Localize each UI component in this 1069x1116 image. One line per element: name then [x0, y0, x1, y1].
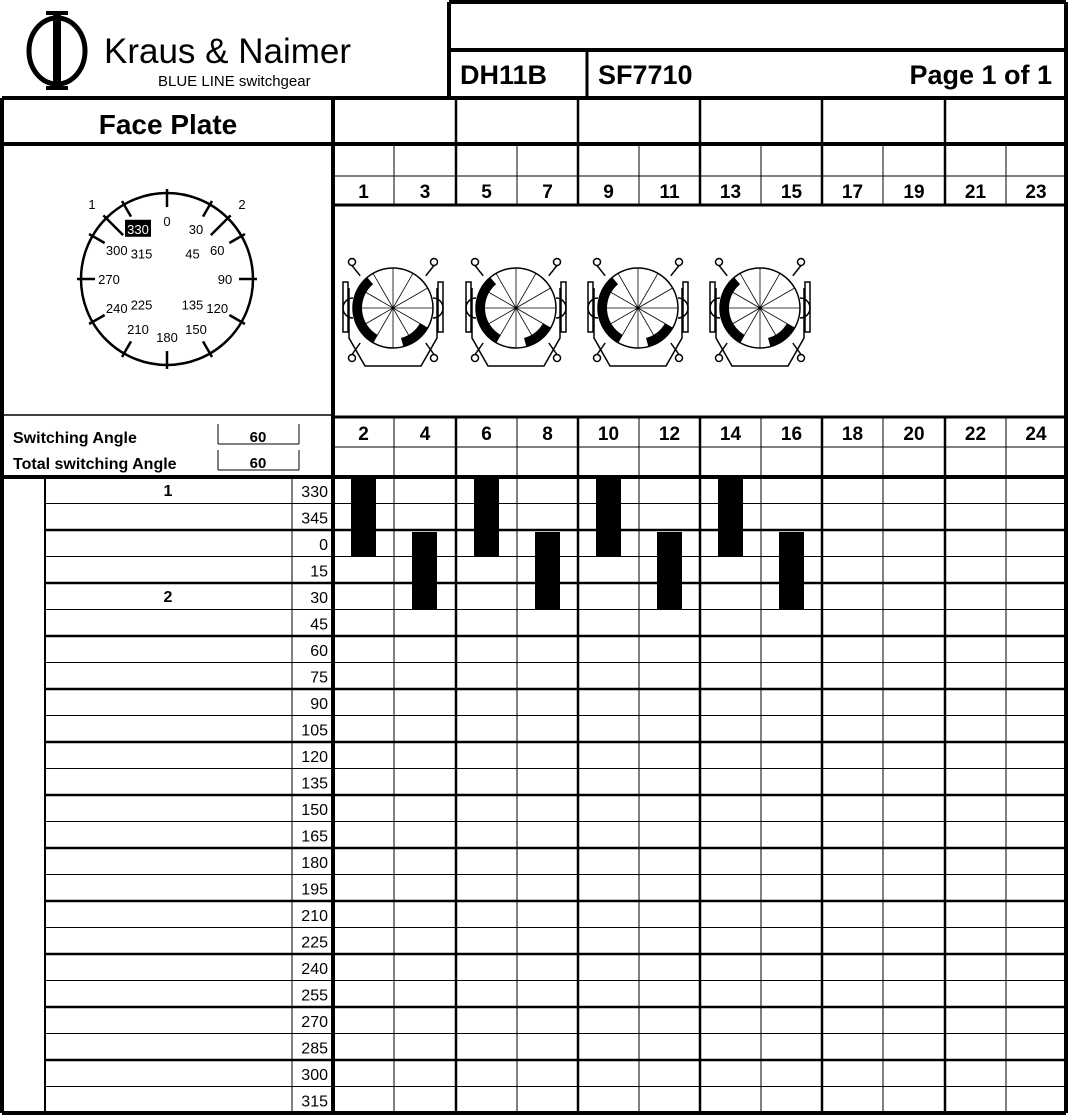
angle-cell: 120 — [301, 749, 328, 766]
angle-cell: 300 — [301, 1067, 328, 1084]
position-label: 1 — [163, 483, 173, 500]
angle-cell: 180 — [301, 855, 328, 872]
brand-name: Kraus & Naimer — [104, 32, 352, 71]
angle-cell: 60 — [310, 643, 328, 660]
terminal-top: 11 — [659, 182, 680, 203]
terminal-pin — [349, 259, 356, 266]
contact-bar — [779, 532, 804, 610]
dial-angle: 60 — [209, 243, 225, 258]
terminal-lead — [793, 266, 801, 276]
terminal-pin — [594, 355, 601, 362]
contact-stage-diagrams — [343, 259, 810, 367]
dial-position-tick — [211, 215, 231, 235]
terminal-top: 21 — [964, 182, 987, 203]
terminal-lead — [597, 266, 605, 276]
angle-cell: 240 — [301, 961, 328, 978]
dial-angle: 30 — [188, 221, 204, 237]
angle-cell: 195 — [301, 881, 328, 899]
logo-serif — [46, 11, 68, 15]
angle-cell: 150 — [301, 802, 328, 819]
terminal-pin — [472, 355, 479, 362]
position-table — [164, 483, 329, 1111]
dial-angle: 0 — [163, 214, 171, 229]
logo-stem — [53, 12, 61, 90]
terminal-lead — [426, 266, 434, 276]
model-number: DH11B — [460, 60, 548, 90]
terminal-pin — [349, 355, 356, 362]
angle-cell: 15 — [310, 563, 328, 581]
terminal-bottom: 8 — [542, 424, 553, 445]
dial-angle: 90 — [217, 272, 233, 287]
terminal-pin — [676, 355, 683, 362]
contact-stage-1 — [343, 259, 443, 367]
contact-stage-2 — [466, 259, 566, 367]
dial-inner-angle: 315 — [130, 246, 153, 262]
terminal-pin — [716, 355, 723, 362]
kraus-naimer-logo — [29, 11, 351, 90]
terminal-pin — [798, 259, 805, 266]
terminal-bottom: 2 — [358, 424, 369, 445]
terminal-pin — [676, 259, 683, 266]
contact-stage-4 — [710, 259, 810, 367]
terminal-top: 3 — [419, 182, 431, 203]
angle-cell: 345 — [301, 510, 328, 528]
contact-bar — [535, 532, 560, 610]
angle-cell: 135 — [301, 775, 328, 793]
face-plate-title: Face Plate — [98, 109, 238, 140]
angle-cell: 90 — [310, 696, 328, 713]
terminal-bottom: 18 — [841, 424, 864, 445]
switching-angle-label: Switching Angle — [13, 430, 137, 447]
dial-inner-angle: 225 — [130, 297, 153, 313]
terminal-pin — [594, 259, 601, 266]
terminal-top: 23 — [1025, 182, 1047, 203]
contact-bar — [596, 479, 621, 557]
terminal-bottom: 14 — [719, 424, 742, 445]
contact-bar — [351, 479, 376, 557]
logo-serif — [46, 86, 68, 90]
terminal-pin — [554, 355, 561, 362]
dial-inner-angle: 45 — [185, 246, 200, 262]
table-grid — [2, 2, 1066, 1113]
terminal-pin — [472, 259, 479, 266]
terminal-bottom: 16 — [780, 424, 803, 445]
terminal-top: 7 — [542, 182, 553, 203]
angle-cell: 75 — [310, 669, 328, 687]
total-switching-angle-value: 60 — [249, 455, 267, 472]
contact-bar — [718, 479, 743, 557]
dial-inner-angle: 135 — [181, 297, 204, 313]
switching-angle-panel — [13, 424, 299, 473]
terminal-bottom: 12 — [658, 424, 681, 445]
terminal-lead — [475, 266, 483, 276]
terminal-bottom: 22 — [964, 424, 987, 445]
angle-cell: 285 — [301, 1040, 328, 1058]
dial-angle: 120 — [206, 301, 229, 316]
terminal-pin — [798, 355, 805, 362]
terminal-pin — [431, 259, 438, 266]
angle-cell: 45 — [310, 616, 328, 634]
dial-angle: 210 — [127, 322, 149, 338]
position-label: 2 — [163, 589, 173, 606]
terminal-pin — [554, 259, 561, 266]
terminal-lead — [719, 266, 727, 276]
dial-position-tick — [103, 215, 123, 235]
dial-angle: 150 — [185, 322, 207, 338]
dial-angle: 240 — [105, 301, 128, 316]
angle-cell: 105 — [301, 722, 328, 740]
brand-tagline: BLUE LINE switchgear — [158, 73, 311, 90]
contact-bar — [412, 532, 437, 610]
angle-cell: 225 — [301, 934, 328, 952]
contact-bar — [657, 532, 682, 610]
terminal-top: 13 — [719, 182, 742, 203]
dial-angle-highlighted: 330 — [127, 221, 149, 237]
angle-cell: 30 — [310, 590, 328, 607]
terminal-bottom: 10 — [597, 424, 620, 445]
angle-cell: 270 — [301, 1014, 328, 1031]
dial-angle: 270 — [98, 272, 120, 287]
terminal-bottom: 20 — [903, 424, 925, 445]
face-plate-dial — [77, 189, 257, 369]
terminal-lead — [671, 266, 679, 276]
position-mark: 1 — [88, 197, 96, 213]
angle-cell: 165 — [301, 828, 328, 846]
terminal-pin — [716, 259, 723, 266]
angle-cell: 330 — [301, 484, 328, 501]
angle-cell: 315 — [301, 1093, 328, 1111]
angle-cell: 255 — [301, 987, 328, 1005]
terminal-numbers — [358, 182, 1047, 445]
terminal-bottom: 4 — [419, 424, 431, 445]
dial-angle: 300 — [105, 243, 128, 258]
terminal-top: 15 — [780, 182, 803, 203]
terminal-lead — [549, 266, 557, 276]
contact-bar — [474, 479, 499, 557]
terminal-top: 17 — [841, 182, 864, 203]
product-code: SF7710 — [598, 60, 693, 90]
contact-stage-3 — [588, 259, 688, 367]
page-indicator: Page 1 of 1 — [909, 60, 1052, 90]
dial-angle: 180 — [156, 330, 178, 345]
total-switching-angle-label: Total switching Angle — [13, 456, 177, 473]
terminal-bottom: 6 — [481, 424, 492, 445]
switching-angle-value: 60 — [249, 429, 267, 446]
terminal-pin — [431, 355, 438, 362]
terminal-top: 19 — [903, 182, 925, 203]
terminal-top: 5 — [481, 182, 492, 203]
terminal-top: 1 — [358, 182, 369, 203]
position-mark: 2 — [238, 197, 246, 213]
terminal-bottom: 24 — [1025, 424, 1047, 445]
angle-cell: 210 — [301, 908, 328, 925]
angle-cell: 0 — [319, 537, 328, 554]
terminal-top: 9 — [603, 182, 614, 203]
terminal-lead — [352, 266, 360, 276]
